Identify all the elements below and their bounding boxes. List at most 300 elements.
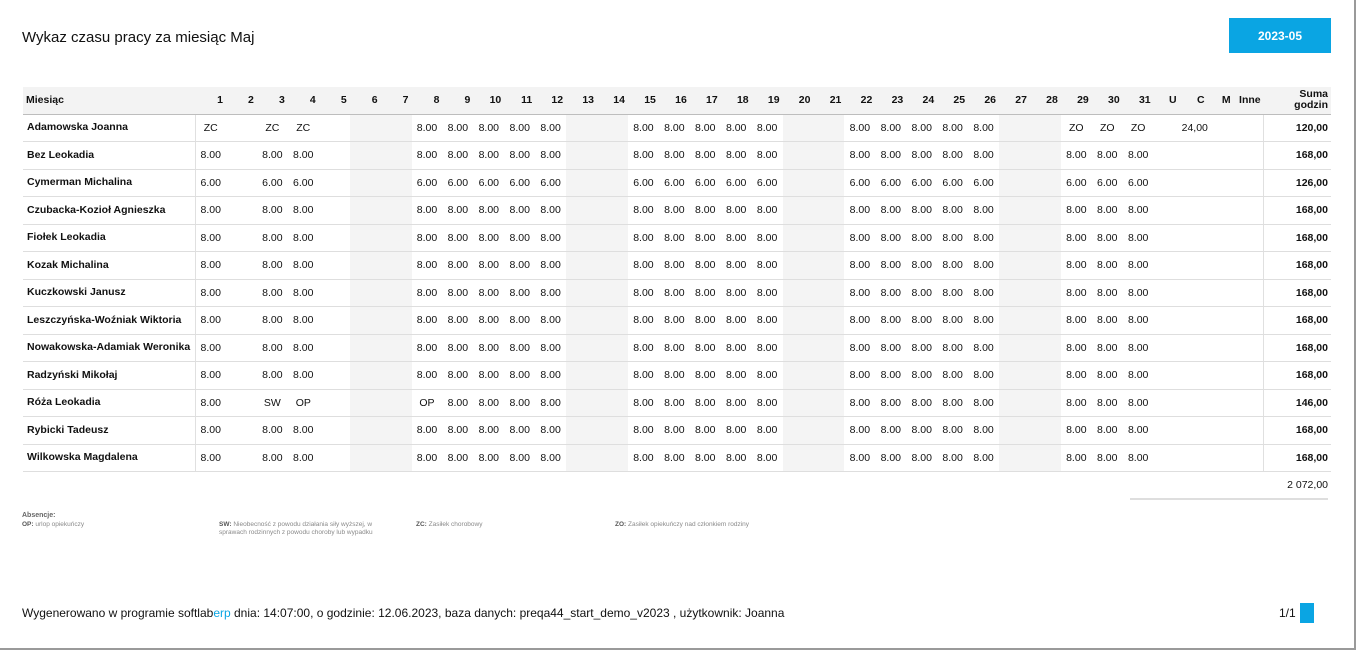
column-header-day: 19 — [752, 87, 783, 114]
day-cell: 8.00 — [288, 334, 319, 362]
day-cell — [813, 362, 844, 390]
column-header-day: 10 — [473, 87, 504, 114]
day-cell: 8.00 — [412, 362, 443, 390]
day-cell — [566, 197, 597, 225]
day-cell: 8.00 — [937, 444, 968, 472]
column-header-day: 16 — [659, 87, 690, 114]
day-cell — [1030, 142, 1061, 170]
day-cell: 8.00 — [504, 252, 535, 280]
day-cell: 8.00 — [535, 197, 566, 225]
day-cell — [1030, 224, 1061, 252]
day-cell — [381, 417, 412, 445]
day-cell: 8.00 — [288, 417, 319, 445]
day-cell: 8.00 — [442, 279, 473, 307]
day-cell: 6.00 — [937, 169, 968, 197]
day-cell — [999, 444, 1030, 472]
day-cell — [319, 307, 350, 335]
day-cell — [381, 362, 412, 390]
column-header-day: 9 — [442, 87, 473, 114]
day-cell — [350, 224, 381, 252]
day-cell — [381, 444, 412, 472]
row-sum: 168,00 — [1264, 334, 1331, 362]
day-cell: 8.00 — [752, 417, 783, 445]
day-cell: 8.00 — [1123, 417, 1154, 445]
day-cell — [350, 307, 381, 335]
table-row — [23, 389, 1331, 417]
day-cell: 8.00 — [1061, 334, 1092, 362]
extra-cell — [1234, 417, 1264, 445]
day-cell: 8.00 — [659, 224, 690, 252]
row-sum: 168,00 — [1264, 307, 1331, 335]
day-cell: 8.00 — [257, 197, 288, 225]
day-cell: 8.00 — [937, 307, 968, 335]
day-cell — [319, 252, 350, 280]
row-sum: 168,00 — [1264, 224, 1331, 252]
day-cell: 8.00 — [721, 114, 752, 142]
day-cell: 8.00 — [659, 444, 690, 472]
day-cell: ZO — [1092, 114, 1123, 142]
day-cell: 8.00 — [1061, 252, 1092, 280]
day-cell — [1030, 279, 1061, 307]
extra-cell — [1180, 142, 1208, 170]
day-cell: 8.00 — [721, 252, 752, 280]
table-row — [23, 169, 1331, 197]
day-cell: 8.00 — [844, 224, 875, 252]
day-cell: 6.00 — [257, 169, 288, 197]
day-cell: 6.00 — [1092, 169, 1123, 197]
day-cell — [1030, 444, 1061, 472]
day-cell: 8.00 — [504, 334, 535, 362]
employee-name: Kuczkowski Janusz — [23, 279, 195, 307]
day-cell: 8.00 — [659, 389, 690, 417]
day-cell: 8.00 — [195, 224, 226, 252]
day-cell: 8.00 — [257, 362, 288, 390]
day-cell: 8.00 — [442, 197, 473, 225]
day-cell: 8.00 — [195, 362, 226, 390]
day-cell: 8.00 — [906, 279, 937, 307]
day-cell — [350, 114, 381, 142]
day-cell: 8.00 — [937, 197, 968, 225]
extra-cell — [1154, 224, 1180, 252]
day-cell — [566, 142, 597, 170]
column-header-day: 7 — [381, 87, 412, 114]
extra-cell — [1208, 224, 1234, 252]
day-cell: 8.00 — [968, 197, 999, 225]
employee-name: Kozak Michalina — [23, 252, 195, 280]
column-header-day: 11 — [504, 87, 535, 114]
day-cell: 8.00 — [628, 362, 659, 390]
extra-cell — [1234, 307, 1264, 335]
extra-cell — [1234, 389, 1264, 417]
day-cell: 8.00 — [844, 307, 875, 335]
day-cell — [999, 169, 1030, 197]
day-cell: 8.00 — [473, 197, 504, 225]
day-cell: 8.00 — [504, 417, 535, 445]
day-cell: 8.00 — [412, 334, 443, 362]
day-cell: 8.00 — [906, 197, 937, 225]
day-cell: 6.00 — [473, 169, 504, 197]
day-cell: 8.00 — [1092, 279, 1123, 307]
legend-item-zo: ZO: Zasiłek opiekuńczy nad członkiem rodziny — [615, 521, 750, 528]
day-cell: 8.00 — [473, 417, 504, 445]
day-cell — [1030, 252, 1061, 280]
day-cell: 8.00 — [257, 224, 288, 252]
day-cell: 8.00 — [195, 197, 226, 225]
column-header-day: 20 — [783, 87, 814, 114]
grand-total: 2 072,00 — [1130, 479, 1328, 500]
column-header-day: 25 — [937, 87, 968, 114]
day-cell: 8.00 — [504, 142, 535, 170]
extra-cell — [1180, 252, 1208, 280]
day-cell: 8.00 — [875, 334, 906, 362]
day-cell — [381, 389, 412, 417]
day-cell: 8.00 — [1092, 252, 1123, 280]
legend-item-op: OP: urlop opiekuńczy — [22, 521, 85, 528]
column-header-day: 30 — [1092, 87, 1123, 114]
day-cell — [813, 307, 844, 335]
day-cell — [999, 389, 1030, 417]
page-marker — [1300, 603, 1314, 623]
day-cell: 8.00 — [504, 224, 535, 252]
day-cell: 8.00 — [412, 252, 443, 280]
day-cell: 8.00 — [442, 334, 473, 362]
table-row — [23, 444, 1331, 472]
day-cell: 8.00 — [1092, 224, 1123, 252]
day-cell — [783, 362, 814, 390]
day-cell: 8.00 — [195, 389, 226, 417]
day-cell: 8.00 — [535, 224, 566, 252]
column-header-day: 27 — [999, 87, 1030, 114]
column-header-day: 3 — [257, 87, 288, 114]
day-cell: 6.00 — [875, 169, 906, 197]
day-cell: 6.00 — [690, 169, 721, 197]
day-cell: 8.00 — [659, 279, 690, 307]
day-cell: 8.00 — [690, 307, 721, 335]
extra-cell — [1180, 389, 1208, 417]
day-cell: 8.00 — [752, 142, 783, 170]
day-cell — [226, 417, 257, 445]
day-cell: 8.00 — [257, 334, 288, 362]
day-cell: 8.00 — [473, 389, 504, 417]
day-cell: 8.00 — [1061, 444, 1092, 472]
day-cell — [999, 142, 1030, 170]
day-cell: 8.00 — [535, 444, 566, 472]
day-cell: 8.00 — [721, 224, 752, 252]
day-cell: 8.00 — [721, 197, 752, 225]
day-cell: 8.00 — [1092, 417, 1123, 445]
day-cell: 8.00 — [412, 279, 443, 307]
day-cell — [226, 224, 257, 252]
day-cell: 8.00 — [968, 114, 999, 142]
day-cell — [999, 279, 1030, 307]
row-sum: 168,00 — [1264, 252, 1331, 280]
table-row — [23, 307, 1331, 335]
day-cell: 8.00 — [1061, 307, 1092, 335]
day-cell — [783, 169, 814, 197]
day-cell — [566, 362, 597, 390]
day-cell — [381, 169, 412, 197]
day-cell: 8.00 — [721, 307, 752, 335]
day-cell — [226, 389, 257, 417]
column-header-extra: C — [1180, 87, 1208, 114]
day-cell — [1030, 417, 1061, 445]
day-cell — [381, 334, 412, 362]
day-cell: 6.00 — [968, 169, 999, 197]
day-cell: 8.00 — [844, 389, 875, 417]
row-sum: 168,00 — [1264, 197, 1331, 225]
day-cell: 8.00 — [659, 252, 690, 280]
extra-cell — [1180, 417, 1208, 445]
day-cell: 8.00 — [473, 307, 504, 335]
extra-cell — [1154, 307, 1180, 335]
day-cell — [783, 307, 814, 335]
day-cell: 8.00 — [257, 279, 288, 307]
day-cell — [783, 142, 814, 170]
day-cell: 8.00 — [1123, 334, 1154, 362]
day-cell: 8.00 — [1092, 197, 1123, 225]
day-cell: 8.00 — [721, 389, 752, 417]
day-cell — [319, 142, 350, 170]
day-cell: 8.00 — [659, 334, 690, 362]
column-header-day: 4 — [288, 87, 319, 114]
employee-name: Bez Leokadia — [23, 142, 195, 170]
day-cell — [381, 197, 412, 225]
day-cell: 8.00 — [690, 389, 721, 417]
day-cell: 8.00 — [659, 362, 690, 390]
day-cell: 8.00 — [412, 197, 443, 225]
day-cell: ZO — [1123, 114, 1154, 142]
employee-name: Adamowska Joanna — [23, 114, 195, 142]
day-cell: ZO — [1061, 114, 1092, 142]
day-cell: 8.00 — [690, 444, 721, 472]
day-cell: 8.00 — [906, 444, 937, 472]
table-row — [23, 197, 1331, 225]
day-cell: 8.00 — [535, 252, 566, 280]
column-header-day: 24 — [906, 87, 937, 114]
day-cell: 8.00 — [288, 224, 319, 252]
day-cell — [350, 389, 381, 417]
extra-cell — [1154, 114, 1180, 142]
day-cell — [813, 279, 844, 307]
day-cell — [566, 444, 597, 472]
day-cell — [999, 362, 1030, 390]
column-header-day: 18 — [721, 87, 752, 114]
day-cell: 8.00 — [659, 114, 690, 142]
extra-cell — [1154, 389, 1180, 417]
extra-cell — [1154, 252, 1180, 280]
day-cell: 8.00 — [504, 307, 535, 335]
extra-cell — [1234, 252, 1264, 280]
day-cell — [319, 389, 350, 417]
day-cell — [350, 169, 381, 197]
day-cell: 8.00 — [412, 142, 443, 170]
legend-title: Absencje: — [22, 512, 56, 519]
day-cell: 8.00 — [906, 114, 937, 142]
extra-cell — [1234, 114, 1264, 142]
column-header-day: 15 — [628, 87, 659, 114]
day-cell: 8.00 — [442, 224, 473, 252]
column-header-day: 8 — [412, 87, 443, 114]
day-cell: 8.00 — [195, 417, 226, 445]
day-cell — [226, 279, 257, 307]
extra-cell — [1234, 142, 1264, 170]
day-cell — [999, 224, 1030, 252]
day-cell: 8.00 — [690, 142, 721, 170]
day-cell: 8.00 — [628, 279, 659, 307]
day-cell: 8.00 — [844, 444, 875, 472]
day-cell: 8.00 — [473, 142, 504, 170]
day-cell: 8.00 — [721, 279, 752, 307]
day-cell — [1030, 197, 1061, 225]
day-cell: 8.00 — [937, 279, 968, 307]
column-header-day: 14 — [597, 87, 628, 114]
day-cell: ZC — [195, 114, 226, 142]
day-cell — [597, 444, 628, 472]
day-cell — [226, 169, 257, 197]
day-cell — [597, 169, 628, 197]
day-cell: 8.00 — [288, 362, 319, 390]
day-cell: 8.00 — [628, 334, 659, 362]
day-cell: 8.00 — [752, 307, 783, 335]
employee-name: Czubacka-Kozioł Agnieszka — [23, 197, 195, 225]
table-body — [23, 114, 1331, 472]
extra-cell — [1180, 362, 1208, 390]
day-cell: OP — [412, 389, 443, 417]
day-cell: 8.00 — [442, 142, 473, 170]
extra-cell — [1208, 362, 1234, 390]
day-cell: 8.00 — [721, 142, 752, 170]
day-cell — [226, 444, 257, 472]
day-cell: 8.00 — [257, 444, 288, 472]
day-cell: 6.00 — [535, 169, 566, 197]
day-cell: 8.00 — [721, 444, 752, 472]
extra-cell — [1154, 279, 1180, 307]
day-cell: 8.00 — [752, 444, 783, 472]
day-cell — [566, 279, 597, 307]
day-cell: 8.00 — [504, 197, 535, 225]
day-cell: 8.00 — [1061, 142, 1092, 170]
day-cell — [999, 417, 1030, 445]
extra-cell — [1154, 142, 1180, 170]
table-row — [23, 279, 1331, 307]
day-cell — [783, 279, 814, 307]
day-cell: 8.00 — [535, 334, 566, 362]
day-cell: 8.00 — [628, 114, 659, 142]
column-header-day: 26 — [968, 87, 999, 114]
day-cell — [350, 279, 381, 307]
day-cell: 8.00 — [690, 279, 721, 307]
day-cell: 8.00 — [844, 197, 875, 225]
table-row — [23, 417, 1331, 445]
day-cell — [1030, 307, 1061, 335]
day-cell: 8.00 — [968, 417, 999, 445]
day-cell: 8.00 — [968, 279, 999, 307]
day-cell: 8.00 — [690, 417, 721, 445]
day-cell: 8.00 — [257, 417, 288, 445]
column-header-extra: Inne — [1234, 87, 1264, 114]
footer-text: Wygenerowano w programie softlaberp dnia: 14:07:00, o godzinie: 12.06.2023, baza danych: preqa44_start_demo_v2023 , użytkownik: Joanna — [22, 606, 785, 620]
extra-cell — [1180, 197, 1208, 225]
day-cell: 8.00 — [906, 389, 937, 417]
row-sum: 168,00 — [1264, 142, 1331, 170]
day-cell: 8.00 — [721, 417, 752, 445]
column-header-day: 2 — [226, 87, 257, 114]
day-cell: 8.00 — [442, 252, 473, 280]
day-cell — [319, 417, 350, 445]
day-cell: 8.00 — [412, 444, 443, 472]
day-cell — [226, 114, 257, 142]
day-cell — [350, 252, 381, 280]
day-cell: 8.00 — [752, 224, 783, 252]
day-cell: 8.00 — [1092, 307, 1123, 335]
day-cell: 8.00 — [1061, 362, 1092, 390]
day-cell: 8.00 — [875, 389, 906, 417]
day-cell — [226, 362, 257, 390]
legend-item-sw: SW: Nieobecność z powodu działania siły wyższej, w sprawach rodzinnych z powodu choroby lub wypadku — [219, 521, 373, 536]
day-cell: 8.00 — [1092, 444, 1123, 472]
page-number: 1/1 — [1279, 606, 1296, 620]
day-cell — [226, 307, 257, 335]
day-cell: 8.00 — [906, 307, 937, 335]
day-cell: 8.00 — [1092, 389, 1123, 417]
day-cell — [226, 197, 257, 225]
day-cell — [319, 334, 350, 362]
employee-name: Róża Leokadia — [23, 389, 195, 417]
day-cell — [783, 252, 814, 280]
day-cell — [381, 114, 412, 142]
day-cell: 8.00 — [535, 417, 566, 445]
extra-cell — [1180, 169, 1208, 197]
day-cell: 8.00 — [875, 197, 906, 225]
day-cell: 8.00 — [937, 362, 968, 390]
day-cell: 8.00 — [752, 362, 783, 390]
row-sum: 168,00 — [1264, 279, 1331, 307]
day-cell: 8.00 — [442, 114, 473, 142]
day-cell — [566, 307, 597, 335]
column-header-day: 1 — [195, 87, 226, 114]
day-cell: 8.00 — [906, 334, 937, 362]
day-cell: 8.00 — [875, 224, 906, 252]
day-cell — [566, 224, 597, 252]
day-cell: 8.00 — [844, 114, 875, 142]
table-row — [23, 224, 1331, 252]
day-cell — [319, 279, 350, 307]
day-cell: 8.00 — [875, 444, 906, 472]
day-cell: 8.00 — [721, 334, 752, 362]
day-cell — [783, 114, 814, 142]
day-cell: 8.00 — [937, 389, 968, 417]
day-cell: 8.00 — [906, 362, 937, 390]
day-cell: 8.00 — [628, 307, 659, 335]
row-sum: 120,00 — [1264, 114, 1331, 142]
day-cell — [1030, 334, 1061, 362]
day-cell — [350, 362, 381, 390]
day-cell: 8.00 — [288, 307, 319, 335]
day-cell — [350, 444, 381, 472]
extra-cell — [1208, 279, 1234, 307]
day-cell — [999, 197, 1030, 225]
day-cell: 8.00 — [628, 417, 659, 445]
day-cell: 8.00 — [875, 362, 906, 390]
extra-cell — [1234, 334, 1264, 362]
day-cell — [597, 362, 628, 390]
extra-cell — [1154, 197, 1180, 225]
day-cell: 8.00 — [628, 142, 659, 170]
day-cell: 8.00 — [473, 362, 504, 390]
day-cell — [999, 252, 1030, 280]
extra-cell — [1180, 279, 1208, 307]
day-cell — [597, 417, 628, 445]
